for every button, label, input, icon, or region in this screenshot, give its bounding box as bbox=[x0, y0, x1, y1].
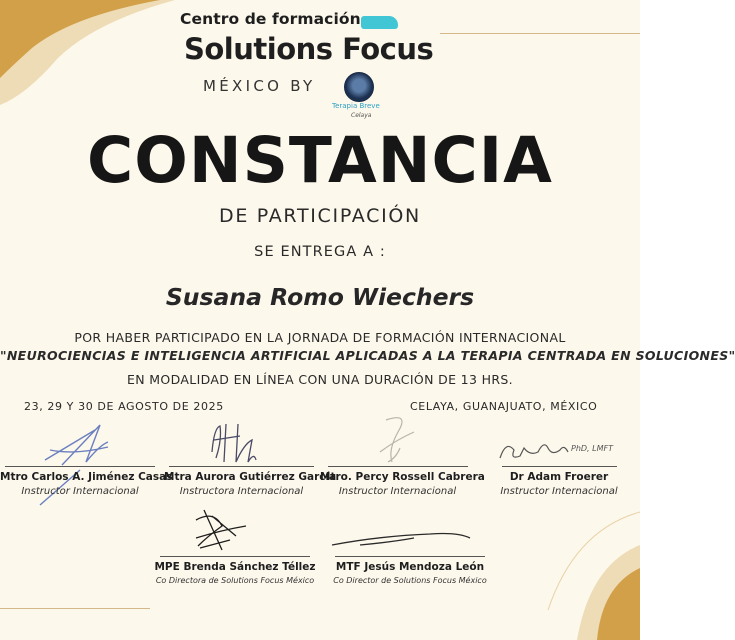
signatory-role: Co Directora de Solutions Focus México bbox=[155, 576, 315, 585]
signatory-role: Instructor Internacional bbox=[338, 486, 457, 497]
signature-block-adam bbox=[484, 466, 634, 497]
signature-block-aurora bbox=[164, 466, 337, 497]
signature-line bbox=[5, 466, 155, 467]
partner-logo-name: Terapia Breve bbox=[332, 102, 380, 110]
signature-adam-credentials: PhD, LMFT bbox=[571, 444, 613, 453]
signatory-name: Mtra Aurora Gutiérrez García bbox=[164, 471, 337, 483]
recipient-name: Susana Romo Wiechers bbox=[165, 283, 475, 311]
signatory-name: MPE Brenda Sánchez Téllez bbox=[154, 561, 316, 573]
signatory-role: Instructor Internacional bbox=[500, 486, 618, 497]
signature-block-jesus bbox=[325, 556, 495, 585]
signatory-name: Mtro Carlos A. Jiménez Casas bbox=[0, 471, 173, 483]
signature-block-carlos bbox=[0, 466, 173, 497]
signature-line bbox=[160, 556, 310, 557]
signature-line bbox=[335, 556, 485, 557]
signature-line bbox=[502, 466, 617, 467]
event-date: 23, 29 Y 30 DE AGOSTO DE 2025 bbox=[24, 400, 224, 413]
signatory-name: Mtro. Percy Rossell Cabrera bbox=[320, 471, 485, 483]
partner-logo-city: Celaya bbox=[351, 112, 372, 119]
event-place: CELAYA, GUANAJUATO, MÉXICO bbox=[410, 400, 598, 413]
certificate-title: CONSTANCIA bbox=[87, 124, 553, 197]
given-to-label: SE ENTREGA A : bbox=[254, 244, 386, 260]
signature-line bbox=[169, 466, 314, 467]
country-by-label: MÉXICO BY bbox=[203, 77, 316, 95]
signature-line bbox=[328, 466, 468, 467]
signatory-role: Co Director de Solutions Focus México bbox=[333, 576, 487, 585]
signatory-role: Instructor Internacional bbox=[21, 486, 139, 497]
signatory-role: Instructora Internacional bbox=[179, 486, 304, 497]
center-label: Centro de formación bbox=[180, 10, 361, 28]
brand-name: Solutions Focus bbox=[184, 32, 434, 66]
signatory-name: Dr Adam Froerer bbox=[509, 471, 609, 483]
body-text-line-3: EN MODALIDAD EN LÍNEA CON UNA DURACIÓN DE 13 HRS. bbox=[127, 372, 513, 387]
certificate-subtitle: DE PARTICIPACIÓN bbox=[219, 205, 421, 227]
course-name: "NEUROCIENCIAS E INTELIGENCIA ARTIFICIAL APLICADAS A LA TERAPIA CENTRADA EN SOLUCIONES" bbox=[0, 348, 735, 363]
body-text-line-1: POR HABER PARTICIPADO EN LA JORNADA DE FORMACIÓN INTERNACIONAL bbox=[74, 330, 566, 345]
signatory-name: MTF Jesús Mendoza León bbox=[335, 561, 485, 573]
signature-block-percy bbox=[320, 466, 485, 497]
signature-block-brenda bbox=[150, 556, 320, 585]
